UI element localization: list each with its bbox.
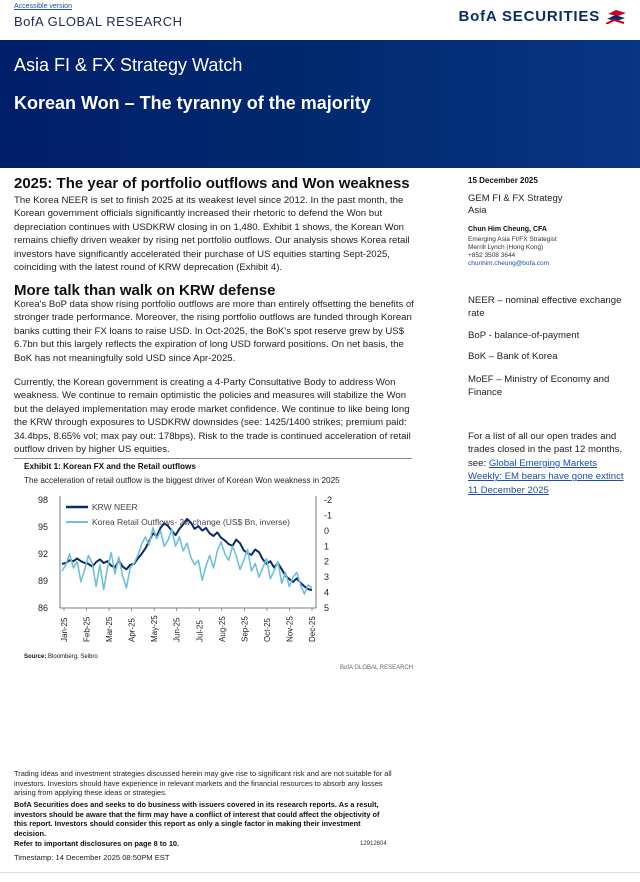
krw-neer-line	[62, 519, 312, 590]
left-axis-tick-label: 89	[38, 576, 49, 586]
bofa-securities-logo	[459, 8, 628, 25]
x-axis-tick-label: May-25	[150, 615, 160, 642]
section-body: Currently, the Korean government is creating a 4-Party Consultative Body to address Won weakness. We continue to remain optimistic the policies and measures will stabilize the Won but the delayed implementation may erode market confidence. We continue to like being long the KRW through exposures to USDKRW downsides (see: 1425/1400 strikes; premium paid: 34.4bps, 8.65% vol; max pay out: 178bps). Risk to the trade is continued acceleration of retail outflow driven by higher US equities.	[14, 377, 411, 456]
document-number: 12912604	[360, 841, 387, 847]
right-axis-tick-label: 3	[324, 572, 330, 583]
section-heading: 2025: The year of portfolio outflows and Won weakness	[14, 175, 410, 192]
left-axis-tick-label: 95	[38, 522, 49, 532]
legend-label: KRW NEER	[92, 502, 138, 512]
report-title: Korean Won – The tyranny of the majority	[14, 93, 371, 113]
exhibit-title: Exhibit 1: Korean FX and the Retail outflows	[24, 462, 196, 471]
logo-text: BofA SECURITIES	[458, 8, 600, 25]
x-axis-tick-label: Jun-25	[172, 617, 182, 642]
exhibit-credit: BofA GLOBAL RESEARCH	[340, 665, 414, 671]
right-axis-tick-label: -2	[324, 495, 333, 505]
legend-label: Korea Retail Outflows- 2w change (US$ Bn, inverse)	[92, 517, 290, 527]
source-label: Source:	[24, 654, 47, 660]
retail-outflows-line	[62, 528, 312, 594]
team-block	[468, 193, 563, 217]
x-axis-tick-label: Nov-25	[285, 616, 295, 642]
analyst-phone: +852 3508 3644	[468, 252, 516, 259]
open-trades-note	[468, 430, 633, 497]
x-axis-tick-label: Feb-25	[82, 616, 92, 642]
flag-stripes-icon	[606, 10, 628, 24]
disclosures-reference: Refer to important disclosures on page 8 to 10.	[14, 839, 180, 848]
glossary-item: BoK – Bank of Korea	[468, 351, 558, 362]
glossary-item: MoEF – Ministry of Economy and Finance	[468, 374, 610, 399]
timestamp: Timestamp: 14 December 2025 08:50PM EST	[14, 853, 170, 862]
risk-disclaimer: Trading ideas and investment strategies discussed herein may give rise to significant risk and are not suitable for all investors. Investors should have experience in relevant markets and the financial resources to absorb any losses arising from applying these ideas or strategies.	[14, 769, 392, 798]
right-axis-tick-label: 1	[324, 541, 330, 552]
series-name: Asia FI & FX Strategy Watch	[14, 55, 243, 75]
section-body: The Korea NEER is set to finish 2025 at its weakest level since 2012. In the past month, the Korean government officials significantly increased their rhetoric to defend the Won but depreciation continues with USDKRW closing in on 1,480. Exhibit 1 shows, the Korean Won remains chiefly driven weaker by rising net portfolio outflows. Our analysis shows Korea retail investors have significantly accelerated their purchase of US equities starting Sept-2025, coinciding with the latest round of KRW deprecation (Exhibit 4).	[14, 195, 410, 274]
team-name: GEM FI & FX Strategy	[468, 193, 563, 204]
analyst-firm: Merrill Lynch (Hong Kong)	[468, 244, 544, 251]
right-axis-tick-label: 5	[324, 603, 330, 613]
analyst-name: Chun Him Cheung, CFA	[468, 226, 547, 233]
conflict-notice: BofA Securities does and seeks to do business with issuers covered in its research reports. As a result, investors should be aware that the firm may have a conflict of interest that could affect the objectivity of this report. Investors should consider this report as only a single factor in making their investment decision.	[14, 800, 380, 838]
glossary-item: BoP - balance-of-payment	[468, 330, 580, 341]
exhibit-subtitle: The acceleration of retail outflow is the biggest driver of Korean Won weakness in 2025	[24, 476, 340, 485]
section-body: Korea's BoP data show rising portfolio outflows are more than entirely offsetting the benefits of stronger trade performance. Moreover, the rising portfolio outflows are funded through Korean banks cutting their FX loans to raise USD. In Oct-2025, the BoK's spot reserve grew by US$ 6.7bn but this largely reflects the expiration of long USD forward positions. On net basis, the BoK has not meaningfully sold USD since Apr-2025.	[14, 299, 414, 364]
left-axis-tick-label: 98	[38, 495, 49, 505]
exhibit-source	[24, 654, 98, 660]
right-axis-tick-label: 4	[324, 587, 330, 598]
left-axis-tick-label: 92	[38, 549, 49, 559]
x-axis-tick-label: Aug-25	[217, 616, 227, 642]
report-date: 15 December 2025	[468, 176, 538, 185]
trades-text: For a list of all our open trades and trades closed in the past 12 months, see:	[468, 431, 623, 469]
research-brand: BofA GLOBAL RESEARCH	[14, 14, 183, 29]
x-axis-tick-label: Jan-25	[60, 617, 69, 642]
glossary-item: NEER – nominal effective exchange rate	[468, 295, 622, 320]
team-region: Asia	[468, 205, 487, 216]
x-axis-tick-label: Jul-25	[195, 620, 205, 642]
trades-report-link[interactable]: Global Emerging Markets Weekly: EM bears have gone extinct 11 December 2025	[468, 457, 624, 496]
x-axis-tick-label: Apr-25	[127, 617, 137, 642]
right-axis-tick-label: 0	[324, 525, 330, 536]
page-bottom-rule	[0, 872, 640, 873]
right-axis-tick-label: 2	[324, 556, 330, 567]
analyst-title: Emerging Asia FI/FX Strategist	[468, 236, 557, 243]
analyst-email-link[interactable]: chunhim.cheung@bofa.com	[468, 260, 550, 267]
exhibit-chart	[14, 488, 414, 652]
x-axis-tick-label: Sep-25	[240, 616, 250, 642]
x-axis-tick-label: Oct-25	[262, 617, 272, 642]
source-text: Bloomberg, Seibro	[48, 654, 98, 660]
right-axis-tick-label: -1	[324, 510, 333, 521]
accessible-version-link[interactable]: Accessible version	[14, 3, 72, 10]
x-axis-tick-label: Dec-25	[308, 616, 317, 642]
left-axis-tick-label: 86	[38, 603, 49, 613]
x-axis-tick-label: Mar-25	[105, 616, 115, 642]
section-heading: More talk than walk on KRW defense	[14, 282, 276, 299]
exhibit-top-rule	[14, 458, 412, 459]
